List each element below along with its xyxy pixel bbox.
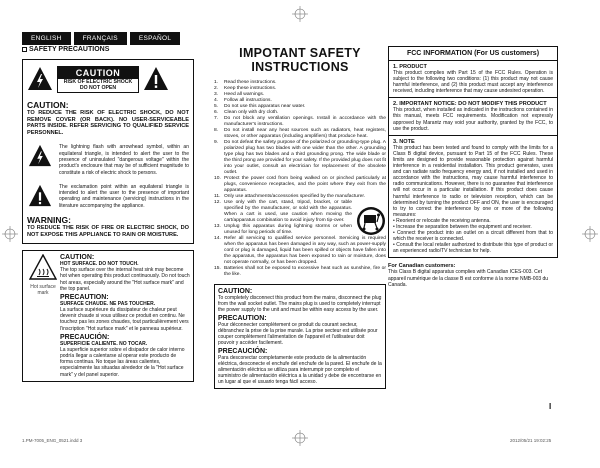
registration-mark-top [292,6,308,22]
instructions-column [214,46,386,389]
mains-caution-box: CAUTION: To completely disconnect this product from the mains, disconnect the plug from the wall socket outlet. The mains plug is used to completely interrupt the power supply to the unit and must be within easy access by the user. PRECAUTION: Pour déconnecter complètement ce produit du courant secteur, débranchez la prise de la prise murale. La prise secteur est utilisée pour couper complètement l'alimentation de l'appareil et l'utilisateur doit pouvoir y accéder facilement. PRECAUCIÓN: Para desconectar completamente este producto de la alimentación eléctrica, desconecte el enchufe del enchufe de la pared. El enchufe de la alimentación eléctrica se utiliza para interrumpir por completo el suministro de alimentación eléctrica a la unidad y debe de encontrarse en un lugar al que el usuario tenga fácil acceso. [214,284,386,389]
fcc-information-box [388,46,558,258]
lightning-warning-icon [27,66,53,92]
list-item: • Consult the local retailer authorized to distribute this type of product or an experienced radio/TV technician for help. [393,242,553,255]
language-tabs [22,32,180,45]
page-number: I [549,402,552,411]
cart-warning-icon [356,206,386,236]
list-item: 3. Heed all warnings. [214,92,265,97]
warning-text: TO REDUCE THE RISK OF FIRE OR ELECTRIC SHOCK, DO NOT EXPOSE THIS APPLIANCE TO RAIN OR MOISTURE. [27,225,189,238]
lightning-explanation: The lightning flash with arrowhead symbol, within an equilateral triangle, is intended to alert the user to the presence of uninsulated "dangerous voltage" within the product's enclosure that may be of sufficient magnitude to constitute a risk of electric shock to persons. [27,144,189,175]
caution-label: CAUTION RISK OF ELECTRIC SHOCK DO NOT OPEN [57,66,139,93]
hot-surface-text: CAUTION: HOT SURFACE. DO NOT TOUCH. The top surface over the internal heat sink may become hot when operating this product continuously. Do not touch hot areas, especially around the "Hot surface mark" and the top panel. PRECAUTION: SURFACE CHAUDE. NE PAS TOUCHER. La surface supérieure du dissipateur de chaleur peut devenir chaude si vous utilisez ce produit en continu. Ne touchez pas les zones chaudes, tout particulièrement vers l'inscription "Hot surface mark" et le panneau supérieur. PRECAUCIÓN: SUPERFICIE CALIENTE. NO TOCAR. La superficie superior sobre el disipador de calor interno podría llegar a calentarse al operar este producto de forma continua. No toque las áreas calientes, especialmente las situadas alrededor de la "Hot surface mark" y del panel superior. [60,254,190,378]
list-item: 15. Batteries shall not be exposed to excessive heat such as sunshine, fire or the like. [214,266,386,277]
list-item: 9. Do not defeat the safety purpose of the polarized or grounding-type plug. A polarized plug has two blades with one wider than the other. A grounding type plug has two blades and a third grounding prong. The wide blade or the third prong are provided for your safety. If the provided plug does not fit into your outlet, consult an electrician for replacement of the obsolete outlet. [214,140,386,175]
exclamation-warning-icon [143,66,169,92]
fcc-heading: FCC INFORMATION (For US customers) [389,47,557,61]
list-item: • Increase the separation between the equipment and receiver. [393,223,532,230]
safety-precautions-column [22,46,194,382]
list-item: 1. Read these instructions. [214,80,277,85]
list-item: 10. Protect the power cord from being walked on or pinched particularly at plugs, convenience receptacles, and the point where they exit from the apparatus. [214,176,386,193]
list-item: 12. Use only with the cart, stand, tripod, bracket, or table specified by the manufacturer, or sold with the apparatus. When a cart is used, use caution when moving the cart/apparatus combination to avoid injury from tip-over. [214,200,352,223]
caution-text: TO REDUCE THE RISK OF ELECTRIC SHOCK, DO NOT REMOVE COVER (OR BACK). NO USER-SERVICEABLE PARTS INSIDE. REFER SERVICING TO QUALIFIED SERVICE PERSONNEL. [27,110,189,136]
canada-title: For Canadian customers: [388,263,456,270]
page-title: IMPOTANT SAFETY INSTRUCTIONS [239,46,361,74]
canada-text: This Class B digital apparatus complies with Canadian ICES-003. Cet appareil numérique de la classe B est conforme à la norme NMB-003 du Canada. [388,269,549,288]
footer-timestamp: 2012/05/21 19:02:25 [510,438,552,443]
list-item: • Reorient or relocate the receiving antenna. [393,217,491,224]
list-item: 5. Do not use this apparatus near water. [214,104,306,109]
list-item: 8. Do not install near any heat sources such as radiators, heat registers, stoves, or other apparatus (including amplifiers) that produce heat. [214,128,386,139]
caution-symbols-row [27,64,189,94]
tab-english[interactable]: ENGLISH [22,32,71,45]
registration-mark-left [2,226,18,242]
list-item: 11. Only use attachments/accessories specified by the manufacturer. [214,194,366,199]
exclamation-warning-icon [27,184,53,208]
list-item: 6. Clean only with dry cloth. [214,110,279,115]
fcc-notice-section: 2. IMPORTANT NOTICE: DO NOT MODIFY THIS PRODUCT This product, when installed as indicated in the instructions contained in this manual, meets FCC requirements. Modification not expressly approved by Marantz may void your authority, granted by the FCC, to use the product. [389,98,557,135]
list-item: 4. Follow all instructions. [214,98,272,103]
fcc-note-section: 3. NOTE This product has been tested and found to comply with the limits for a Class B digital device, pursuant to Part 15 of the FCC Rules. These limits are designed to provide reasonable protection against harmful interference in a residential installation. This product generates, uses and can radiate radio frequency energy and, if not installed and used in accordance with the instructions, may cause harmful interference to radio communications. However, there is no guarantee that interference will not occur in a particular installation. If this product does cause harmful interference to radio or television reception, which can be determined by turning the product OFF and ON, the user is encouraged to try to correct the interference by one or more of the following measures: • Reorient or relocate the receiving antenna. • Increase the separation between the equipment and receiver. • Connect the product into an outlet on a circuit different from that to which the receiver is connected. • Consult the local retailer authorized to distribute this type of product or an experienced radio/TV technician for help. [393,138,554,255]
lightning-warning-icon [27,144,53,168]
tab-francais[interactable]: FRANÇAIS [74,32,127,45]
tab-espanol[interactable]: ESPAÑOL [130,32,180,45]
hot-surface-icon [29,254,57,280]
hot-surface-mark: Hot surface mark [26,254,60,378]
list-item: 14. Refer all servicing to qualified service personnel. Servicing is required when the apparatus has been damaged in any way, such as power-supply cord or plug is damaged, liquid has been spilled or objects have fallen into the apparatus, the apparatus has been exposed to rain or moisture, does not operate normally, or has been dropped. [214,236,386,265]
fcc-product-section: 1. PRODUCT This product complies with Part 15 of the FCC Rules. Operation is subject to the following two conditions: (1) this product may not cause harmful interference, and (2) this product must accept any interference received, including interference that may cause undesired operation. [389,61,557,98]
fcc-column [388,46,558,288]
registration-mark-bottom [292,430,308,446]
warning-title: WARNING: [27,215,71,226]
list-item: 2. Keep these instructions. [214,86,277,91]
exclamation-explanation: The exclamation point within an equilateral triangle is intended to alert the user to the presence of important operating and maintenance (servicing) instructions in the literature accompanying the appliance. [27,184,189,209]
registration-mark-right [582,226,598,242]
caution-box [22,59,194,244]
list-item: 13. Unplug this apparatus during lightning storms or when unused for long periods of time. [214,224,352,235]
list-item: 7. Do not block any ventilation openings. Install in accordance with the manufacturer's instructions. [214,116,386,127]
instructions-list [214,80,386,278]
checkbox-square-icon [22,47,27,52]
caution-title: CAUTION: [27,100,69,110]
footer-file-info: 1.PM-7005_ENG_0521.indd 3 [22,438,83,443]
hot-surface-box [22,250,194,382]
list-item: • Connect the product into an outlet on a circuit different from that to which the receiver is connected. [393,230,554,243]
safety-precautions-heading: SAFETY PRECAUTIONS [22,46,194,53]
